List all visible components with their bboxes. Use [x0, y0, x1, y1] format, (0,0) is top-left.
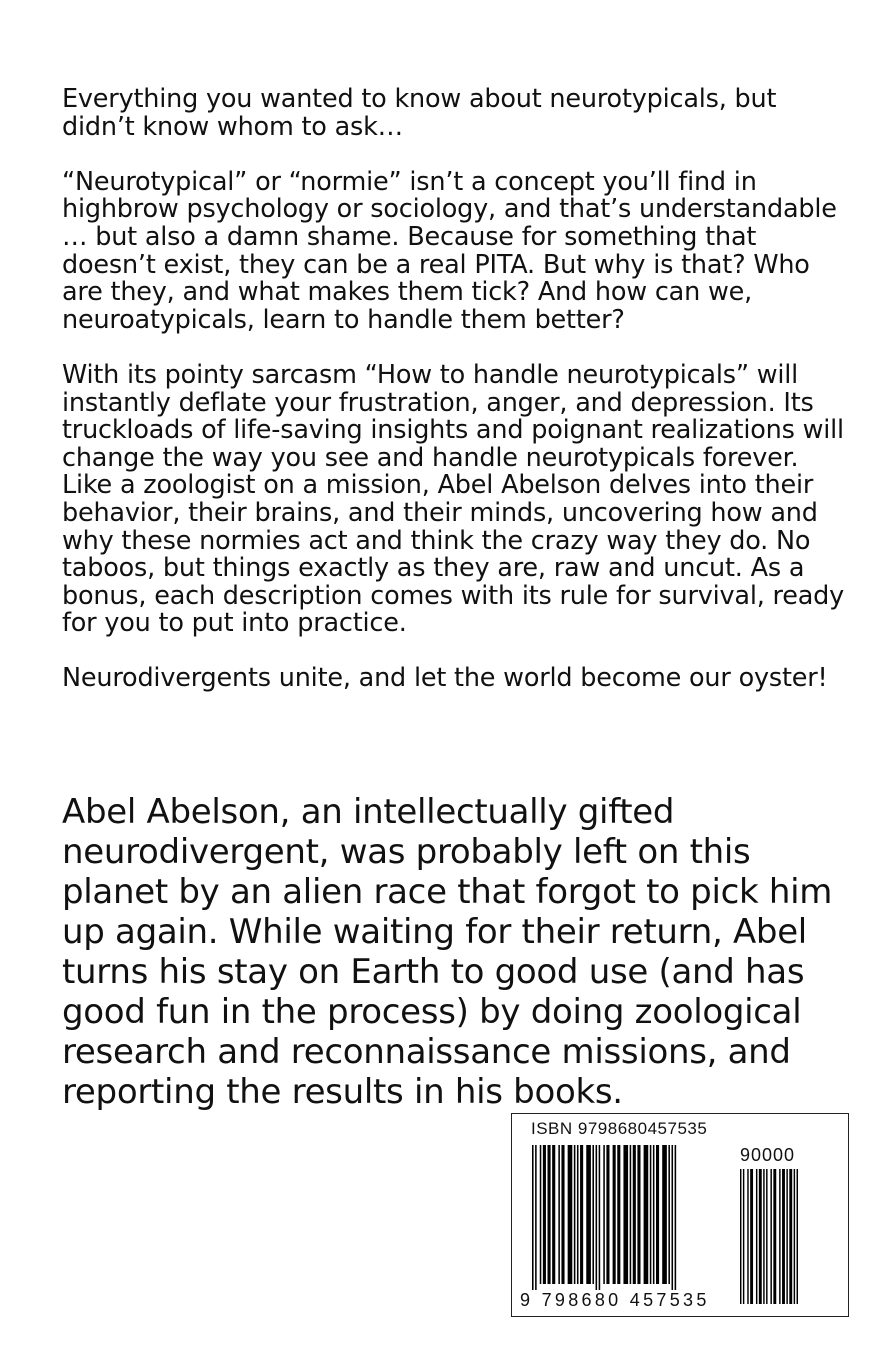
- barcode-bar: [662, 1145, 667, 1284]
- barcode-bar: [789, 1169, 792, 1304]
- barcode-bar: [603, 1145, 605, 1284]
- back-cover-blurb: [62, 86, 852, 721]
- author-bio: Abel Abelson, an intellectually gifted neurodivergent, was probably left on this planet by an alien race that forgot to pick him up again. While waiting for their return, Abel turns his stay on Earth to good use (and has good fun in the process) by doing zoological research and reconnaissance missions, and reporting the results in his books.: [62, 792, 833, 1112]
- barcode-bar: [756, 1169, 757, 1304]
- addon-barcode-bars: [740, 1169, 798, 1304]
- barcode-ean-digits: 9 798680 457535: [520, 1290, 710, 1310]
- barcode-bar: [770, 1169, 771, 1304]
- barcode-bar: [644, 1145, 649, 1284]
- barcode-bar: [773, 1169, 776, 1304]
- barcode-bar: [558, 1145, 560, 1284]
- barcode-bar: [577, 1145, 579, 1284]
- barcode-bar: [766, 1169, 767, 1304]
- blurb-paragraph-description: With its pointy sarcasm “How to handle neurotypicals” will instantly deflate your frustration, anger, and depression. Its truckloads of life-saving insights and poignant realizations will change the way you see and handle neurotypicals forever. Like a zoologist on a mission, Abel Abelson delves into their behavior, their brains, and their minds, uncovering how and why these normies act and think the crazy way they do. No taboos, but things exactly as they are, raw and uncut. As a bonus, each description comes with its rule for survival, ready for you to put into practice.: [62, 359, 845, 639]
- barcode-bar: [561, 1145, 564, 1284]
- barcode-bar: [763, 1169, 764, 1304]
- barcode-bar: [596, 1145, 598, 1290]
- barcode-bar: [786, 1169, 787, 1304]
- blurb-paragraph-closing: Neurodivergents unite, and let the world become our oyster!: [62, 663, 828, 694]
- barcode-bar: [653, 1145, 655, 1284]
- barcode-bar: [656, 1145, 659, 1284]
- barcode-bar: [797, 1169, 798, 1304]
- barcode-bar: [568, 1145, 573, 1284]
- barcode-bars-graphic: [512, 1114, 850, 1318]
- barcode-bar: [782, 1169, 785, 1304]
- barcode-bar: [637, 1145, 640, 1284]
- barcode-bar: [779, 1169, 780, 1304]
- barcode-bar: [668, 1145, 670, 1284]
- barcode-bar: [580, 1145, 583, 1284]
- barcode-bar: [543, 1145, 546, 1284]
- barcode-bar: [650, 1145, 652, 1284]
- barcode-bar: [599, 1145, 601, 1290]
- blurb-paragraph-concept: “Neurotypical” or “normie” isn’t a concept you’ll find in highbrow psychology or sociology, and that’s understandable … but also a damn shame. Because for something that doesn’t exist, they can be a real PITA. But why is that? Who are they, and what makes them tick? And how can we, neuroatypicals, learn to handle them better?: [62, 166, 837, 335]
- barcode-bar: [548, 1145, 551, 1284]
- barcode-bar: [532, 1145, 534, 1290]
- barcode-bar: [574, 1145, 576, 1284]
- isbn-label: ISBN 9798680457535: [531, 1119, 708, 1138]
- barcode-bar: [617, 1145, 620, 1284]
- barcode-bar: [740, 1169, 741, 1304]
- blurb-paragraph-intro: Everything you wanted to know about neurotypicals, but didn’t know whom to ask…: [62, 84, 777, 142]
- barcode-bar: [586, 1145, 591, 1284]
- barcode-bar: [675, 1145, 677, 1290]
- barcode-addon-digits: 90000: [740, 1145, 796, 1165]
- barcode-bar: [747, 1169, 748, 1304]
- barcode-bar: [606, 1145, 609, 1284]
- barcode-bar: [630, 1145, 632, 1284]
- ean-barcode-bars: [532, 1145, 676, 1290]
- barcode-bar: [743, 1169, 744, 1304]
- isbn-barcode: [511, 1113, 849, 1317]
- barcode-bar: [540, 1145, 542, 1284]
- barcode-bar: [613, 1145, 616, 1284]
- barcode-bar: [750, 1169, 753, 1304]
- barcode-bar: [794, 1169, 795, 1304]
- barcode-bar: [592, 1145, 594, 1284]
- barcode-bar: [633, 1145, 636, 1284]
- barcode-bar: [672, 1145, 674, 1290]
- barcode-bar: [759, 1169, 762, 1304]
- barcode-bar: [552, 1145, 555, 1284]
- barcode-bar: [623, 1145, 628, 1284]
- barcode-bar: [535, 1145, 537, 1290]
